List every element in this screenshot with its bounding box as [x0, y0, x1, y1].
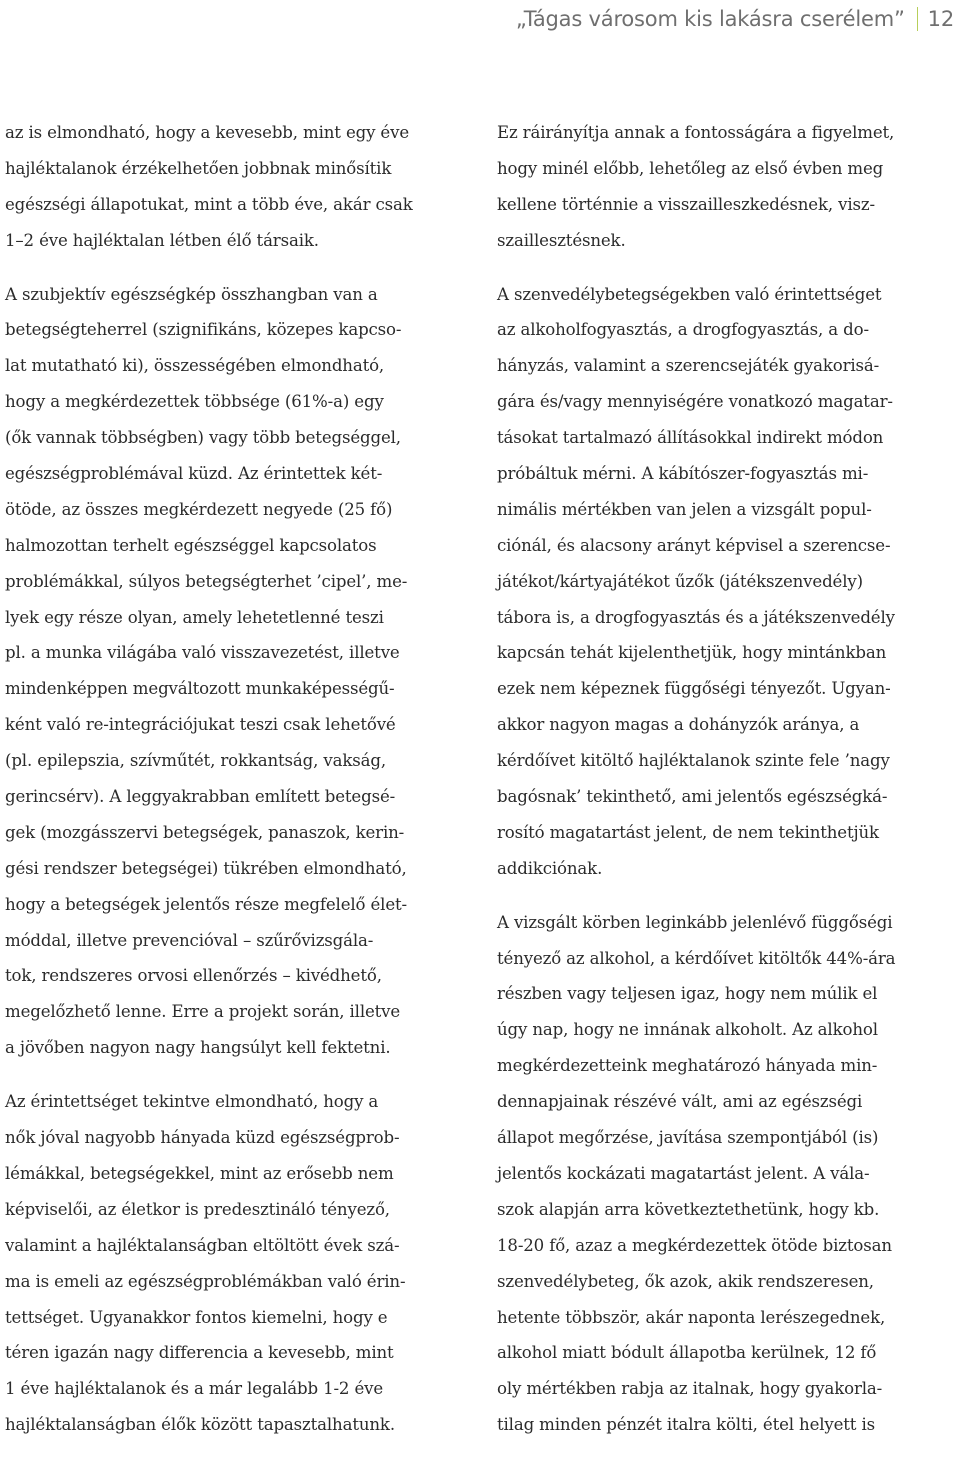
text-line: a jövőben nagyon nagy hangsúlyt kell fektetni.	[5, 1038, 391, 1058]
text-line: képviselői, az életkor is predesztináló tényező,	[5, 1199, 390, 1219]
text-line: 1–2 éve hajléktalan létben élő társaik.	[5, 230, 319, 250]
text-line: Az érintettséget tekintve elmondható, hogy a	[5, 1092, 379, 1112]
text-line: tettséget. Ugyanakkor fontos kiemelni, hogy e	[5, 1307, 388, 1327]
text-line: hogy a megkérdezettek többsége (61%-a) egy	[5, 392, 384, 412]
running-title: „Tágas városom kis lakásra cserélem”	[515, 7, 905, 31]
text-line: kellene történnie a visszailleszkedésnek, visz-	[497, 194, 875, 214]
text-line: hányzás, valamint a szerencsejáték gyakorisá-	[497, 356, 880, 376]
text-line: gek (mozgásszervi betegségek, panaszok, kerin-	[5, 822, 405, 842]
text-line: ezek nem képeznek függőségi tényezőt. Ugyan-	[497, 679, 891, 699]
text-line: kérdőívet kitöltő hajléktalanok szinte fele ’nagy	[497, 751, 890, 771]
text-line: (ők vannak többségben) vagy több betegséggel,	[5, 428, 401, 448]
text-line: addikciónak.	[497, 858, 603, 878]
text-line: nők jóval nagyobb hányada küzd egészségprob-	[5, 1128, 400, 1148]
text-line: megelőzhető lenne. Erre a projekt során, illetve	[5, 1002, 401, 1022]
text-line: 1 éve hajléktalanok és a már legalább 1-2 éve	[5, 1379, 384, 1399]
text-line: hogy a betegségek jelentős része megfelelő élet-	[5, 894, 407, 914]
text-line: gési rendszer betegségei) tükrében elmondható,	[5, 858, 407, 878]
paragraph	[5, 1084, 468, 1443]
text-line: részben vagy teljesen igaz, hogy nem múlik el	[497, 984, 878, 1004]
text-line: A szenvedélybetegségekben való érintettséget	[497, 284, 882, 304]
text-line: megkérdezetteink meghatározó hányada min-	[497, 1056, 878, 1076]
text-line: téren igazán nagy differencia a kevesebb, mint	[5, 1343, 394, 1363]
text-line: móddal, illetve prevencióval – szűrővizsgála-	[5, 930, 374, 950]
text-line: 18-20 fő, azaz a megkérdezettek ötöde biztosan	[497, 1235, 892, 1255]
text-line: úgy nap, hogy ne innának alkoholt. Az alkohol	[497, 1020, 878, 1040]
text-line: oly mértékben rabja az italnak, hogy gyakorla-	[497, 1379, 883, 1399]
text-line: egészségi állapotukat, mint a több éve, akár csak	[5, 194, 413, 214]
paragraph	[497, 277, 960, 887]
text-line: hogy minél előbb, lehetőleg az első évben meg	[497, 158, 884, 178]
text-line: tok, rendszeres orvosi ellenőrzés – kivédhető,	[5, 966, 382, 986]
text-line: az alkoholfogyasztás, a drogfogyasztás, a do-	[497, 320, 869, 340]
text-line: ciónál, és alacsony arányt képvisel a szerencse-	[497, 535, 891, 555]
text-line: Ez ráirányítja annak a fontosságára a figyelmet,	[497, 123, 895, 142]
page-number: 12	[927, 7, 954, 31]
text-line: tásokat tartalmazó állításokkal indirekt módon	[497, 428, 884, 448]
text-line: (pl. epilepszia, szívműtét, rokkantság, vakság,	[5, 751, 386, 771]
text-line: dennapjainak részévé vált, ami az egészségi	[497, 1092, 863, 1112]
text-line: állapot megőrzése, javítása szempontjából (is)	[497, 1128, 879, 1148]
text-line: hajléktalanságban élők között tapasztalhatunk.	[5, 1415, 395, 1435]
text-line: jelentős kockázati magatartást jelent. A vála-	[497, 1163, 870, 1183]
text-line: halmozottan terhelt egészséggel kapcsolatos	[5, 535, 377, 555]
text-line: kapcsán tehát kijelenthetjük, hogy mintánkban	[497, 643, 887, 663]
text-line: tilag minden pénzét italra költi, étel helyett is	[497, 1415, 875, 1435]
text-line: lat mutatható ki), összességében elmondható,	[5, 356, 385, 376]
text-line: ként való re-integrációjukat teszi csak lehetővé	[5, 715, 396, 735]
paragraph	[497, 115, 960, 259]
text-line: egészségproblémával küzd. Az érintettek két-	[5, 464, 383, 484]
text-line: szok alapján arra következtethetünk, hogy kb.	[497, 1199, 880, 1219]
text-line: akkor nagyon magas a dohányzók aránya, a	[497, 715, 860, 735]
text-line: próbáltuk mérni. A kábítószer-fogyasztás mi-	[497, 464, 869, 484]
text-line: ötöde, az összes megkérdezett negyede (25 fő)	[5, 499, 393, 519]
left-column	[5, 115, 468, 1461]
text-line: tábora is, a drogfogyasztás és a játékszenvedély	[497, 607, 895, 627]
text-line: szaillesztésnek.	[497, 230, 626, 250]
text-line: hetente többször, akár naponta lerészegednek,	[497, 1307, 886, 1327]
text-line: problémákkal, súlyos betegségterhet ’cipel’, me-	[5, 571, 408, 591]
text-line: lyek egy része olyan, amely lehetetlenné teszi	[5, 607, 384, 627]
text-line: gerincsérv). A leggyakrabban említett betegsé-	[5, 787, 396, 807]
text-line: betegségteherrel (szignifikáns, közepes kapcso-	[5, 320, 402, 340]
text-line: valamint a hajléktalanságban eltöltött évek szá-	[5, 1235, 400, 1255]
text-line: mindenképpen megváltozott munkaképességű-	[5, 679, 395, 699]
text-line: A szubjektív egészségkép összhangban van a	[5, 284, 378, 304]
text-line: az is elmondható, hogy a kevesebb, mint egy éve	[5, 123, 410, 142]
text-line: lémákkal, betegségekkel, mint az erősebb nem	[5, 1163, 394, 1183]
paragraph	[497, 905, 960, 1443]
text-line: bagósnak’ tekinthető, ami jelentős egészségká-	[497, 787, 888, 807]
right-column	[497, 115, 960, 1461]
paragraph	[5, 277, 468, 1067]
text-line: alkohol miatt bódult állapotba kerülnek, 12 fő	[497, 1343, 877, 1363]
text-line: A vizsgált körben leginkább jelenlévő függőségi	[497, 912, 893, 932]
text-line: szenvedélybeteg, ők azok, akik rendszeresen,	[497, 1271, 874, 1291]
running-header	[516, 4, 954, 34]
text-line: tényező az alkohol, a kérdőívet kitöltők 44%-ára	[497, 948, 896, 968]
paragraph	[5, 115, 468, 259]
text-line: rosító magatartást jelent, de nem tekinthetjük	[497, 822, 879, 842]
header-divider	[917, 7, 918, 31]
text-line: nimális mértékben van jelen a vizsgált popul-	[497, 499, 872, 519]
text-line: ma is emeli az egészségproblémákban való érin-	[5, 1271, 406, 1291]
text-line: hajléktalanok érzékelhetően jobbnak minősítik	[5, 158, 392, 178]
text-line: pl. a munka világába való visszavezetést, illetve	[5, 643, 400, 663]
text-line: játékot/kártyajátékot űzők (játékszenvedély)	[497, 571, 863, 591]
text-line: gára és/vagy mennyiségére vonatkozó magatar-	[497, 392, 893, 412]
